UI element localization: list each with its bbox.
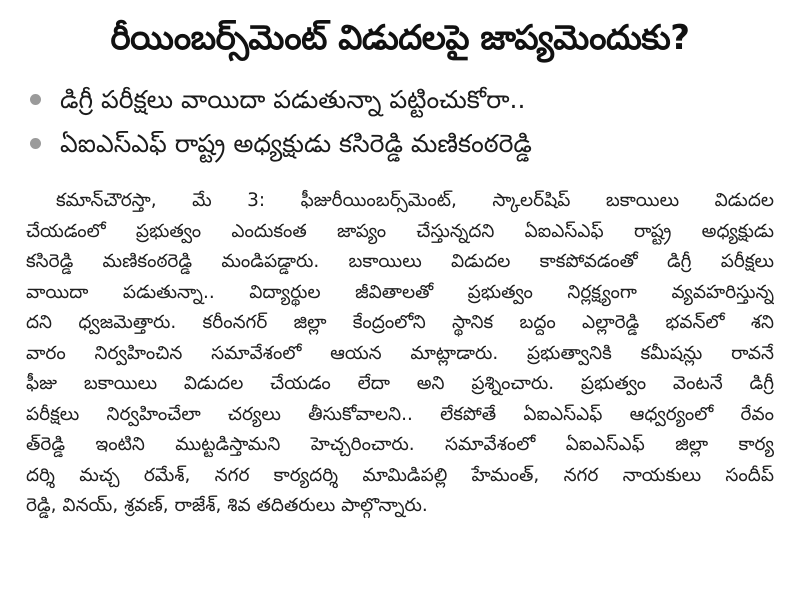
body-line: కసిరెడ్డి మణికంఠరెడ్డి మండిపడ్డారు. బకాయిలు విడుదల కాకపోవడంతో డిగ్రీ పరీక్షలు [26, 251, 774, 272]
subheadline-text: ఏఐఎస్ఎఫ్ రాష్ట్ర అధ్యక్షుడు కసిరెడ్డి మణికంఠరెడ్డి [60, 129, 532, 158]
article-body [26, 186, 774, 522]
subheadline-list [30, 78, 770, 166]
body-line: ఫీజు బకాయిలు విడుదల చేయడం లేదా అని ప్రశ్నించారు. ప్రభుత్వం వెంటనే డిగ్రీ [26, 373, 774, 394]
subheadline-item [30, 78, 770, 122]
body-line: త్‌రెడ్డి ఇంటిని ముట్టడిస్తామని హెచ్చరించారు. సమావేశంలో ఏఐఎస్ఎఫ్ జిల్లా కార్య [26, 434, 774, 455]
body-line: వాయిదా పడుతున్నా.. విద్యార్థుల జీవితాలతో ప్రభుత్వం నిర్లక్ష్యంగా వ్యవహరిస్తున్న [26, 281, 774, 303]
body-line: దని ధ్వజమెత్తారు. కరీంనగర్ జిల్లా కేంద్రంలోని స్థానిక బద్దం ఎల్లారెడ్డి భవన్‌లో శని [26, 312, 774, 333]
bullet-dot-icon [30, 138, 41, 149]
body-line: దర్శి మచ్చ రమేశ్, నగర కార్యదర్శి మామిడిపల్లి హేమంత్, నగర నాయకులు సందీప్ [26, 464, 774, 486]
subheadline-text: డిగ్రీ పరీక్షలు వాయిదా పడుతున్నా పట్టించుకోరా.. [60, 85, 526, 114]
body-line: చేయడంలో ప్రభుత్వం ఎందుకంత జాప్యం చేస్తున్నదని ఏఐఎస్ఎఫ్ రాష్ట్ర అధ్యక్షుడు [26, 220, 774, 242]
bullet-dot-icon [30, 94, 41, 105]
body-line: రెడ్డి, వినయ్, శ్రవణ్, రాజేశ్, శివ తదితరులు పాల్గొన్నారు. [26, 495, 428, 516]
headline: రీయింబర్స్‌మెంట్ విడుదలపై జాప్యమెందుకు? [110, 18, 690, 58]
body-line: కమాన్‌చౌరస్తా, మే 3: ఫీజురీయింబర్స్‌మెంట్, స్కాలర్‌షిప్ బకాయిలు విడుదల [56, 190, 774, 211]
body-line: వారం నిర్వహించిన సమావేశంలో ఆయన మాట్లాడారు. ప్రభుత్వానికి కమీషన్లు రావనే [26, 342, 774, 364]
subheadline-item [30, 122, 770, 166]
body-line: పరీక్షలు నిర్వహించేలా చర్యలు తీసుకోవాలని.. లేకపోతే ఏఐఎస్ఎఫ్ ఆధ్వర్యంలో రేవం [26, 403, 774, 425]
